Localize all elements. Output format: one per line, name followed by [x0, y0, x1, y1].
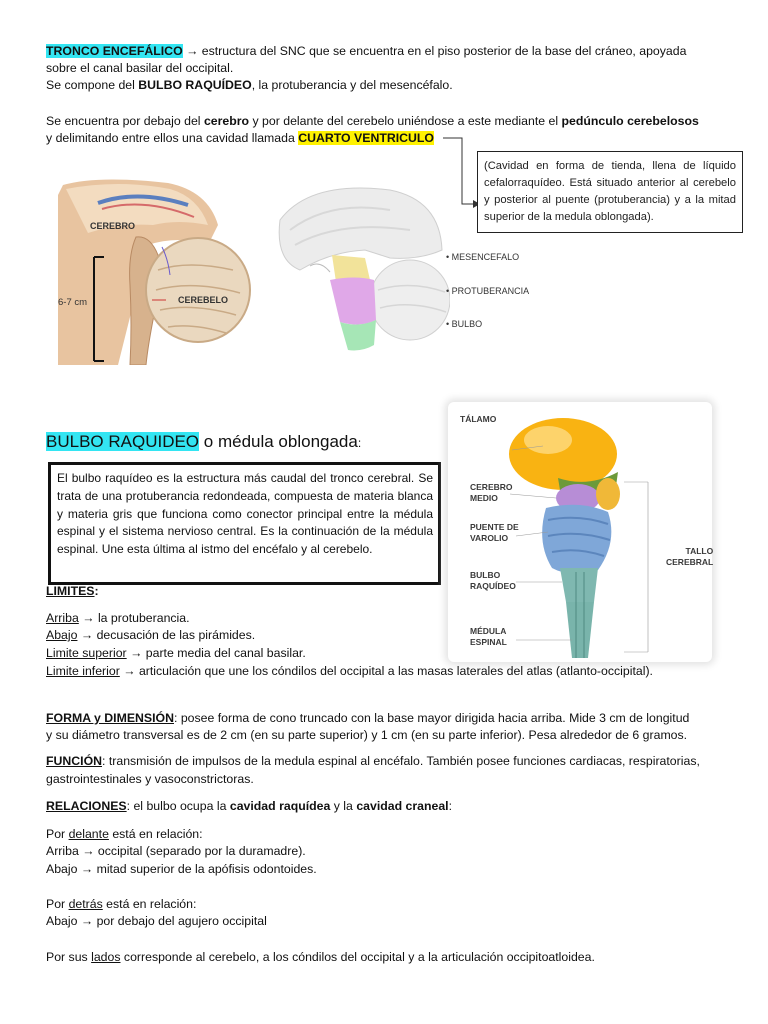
relaciones-key: RELACIONES: [46, 799, 127, 813]
limite-item-3: [46, 646, 306, 660]
intro-line-5: [46, 131, 434, 145]
relaciones-craneal: cavidad craneal: [356, 799, 449, 813]
term-tronco-encefalico: TRONCO ENCEFÁLICO: [46, 44, 183, 58]
fig3-espinal: ESPINAL: [470, 637, 507, 647]
loc2-pre: y delimitando entre ellos una cavidad llamada: [46, 131, 299, 145]
forma-line-1: [46, 711, 689, 725]
funcion-line-1: [46, 754, 700, 768]
legend-bulbo-text: BULBO: [451, 319, 483, 329]
lados-pre: Por sus: [46, 950, 92, 964]
delante-pre: Por: [46, 827, 69, 841]
limite-val-1: → la protuberancia.: [78, 611, 190, 625]
limite-key-3: Limite superior: [46, 646, 127, 660]
delante-item-1: Arriba → occipital (separado por la duramadre).: [46, 844, 306, 858]
section-title: [46, 432, 361, 452]
intro-line-4: [46, 114, 699, 128]
note-box: [477, 151, 743, 233]
colored-brainstem-illustration: [270, 180, 450, 365]
arrow: →: [186, 44, 199, 58]
relaciones-pre: : el bulbo ocupa la: [126, 799, 230, 813]
legend-protuberancia: • PROTUBERANCIA: [446, 286, 530, 296]
limite-key-4: Limite inferior: [46, 664, 120, 678]
loc1-pedunculo: pedúnculo cerebelosos: [561, 114, 699, 128]
detras-item-1: Abajo → por debajo del agujero occipital: [46, 914, 267, 928]
fig3-cerebral: CEREBRAL: [666, 557, 714, 567]
funcion-line-2: gastrointestinales y vasoconstrictoras.: [46, 772, 254, 786]
definition-box: [48, 462, 441, 585]
intro-comp-bold: BULBO RAQUÍDEO: [138, 78, 252, 92]
intro-line-1: [46, 44, 686, 58]
fig3-bulbo: BULBO: [470, 570, 501, 580]
fig3-label-cerebro-medio: [470, 482, 513, 504]
fig3-puente: PUENTE DE: [470, 522, 519, 532]
limite-key-2: Abajo: [46, 628, 78, 642]
fig3-raquideo: RAQUÍDEO: [470, 581, 516, 591]
figure-sagittal-brainstem: [58, 175, 258, 365]
fig1-label-cerebro: CEREBRO: [90, 221, 136, 231]
relaciones-line: [46, 799, 452, 813]
loc1-cerebro: cerebro: [203, 114, 250, 128]
fig3-varolio: VAROLIO: [470, 533, 509, 543]
legend-protuberancia-text: PROTUBERANCIA: [451, 286, 530, 296]
fig3-label-talamo: TÁLAMO: [460, 414, 497, 424]
title-rest: o médula oblongada: [199, 432, 358, 451]
figure-labeled-brainstem: [448, 402, 712, 662]
legend-mesencefalo-text: MESENCEFALO: [451, 252, 520, 262]
figure-colored-brainstem: [270, 180, 450, 365]
limites-colon: :: [94, 584, 99, 598]
intro-comp-pre: Se compone del: [46, 78, 139, 92]
intro-line-2: sobre el canal basilar del occipital.: [46, 61, 234, 75]
fig1-label-size: 6-7 cm: [58, 297, 88, 308]
funcion-key: FUNCIÓN: [46, 754, 103, 768]
limite-val-2: → decusación de las pirámides.: [77, 628, 256, 642]
lados-post: corresponde al cerebelo, a los cóndilos del occipital y a la articulación occipitoatloidea.: [120, 950, 595, 964]
limite-key-1: Arriba: [46, 611, 79, 625]
intro-def-1: estructura del SNC que se encuentra en el piso posterior de la base del cráneo, apoyada: [198, 44, 687, 58]
limite-item-4: [46, 664, 653, 678]
relaciones-raquidea: cavidad raquídea: [229, 799, 331, 813]
loc1-pre: Se encuentra por debajo del: [46, 114, 204, 128]
fig1-label-cerebelo: CEREBELO: [178, 295, 229, 305]
forma-line-2: y su diámetro transversal es de 2 cm (en su parte superior) y 1 cm (en su parte inferior). Pesa alrededor de 6 gramos.: [46, 728, 688, 742]
fig3-label-puente: [470, 522, 519, 544]
limites-heading: [46, 584, 99, 598]
funcion-l1: : transmisión de impulsos de la medula espinal al encéfalo. También posee funciones cardiacas, respiratorias,: [102, 754, 700, 768]
legend-bulbo: • BULBO: [446, 319, 483, 329]
limite-val-3: → parte media del canal basilar.: [126, 646, 306, 660]
relaciones-mid: y la: [330, 799, 357, 813]
legend-mesencefalo: • MESENCEFALO: [446, 252, 520, 262]
delante-heading: [46, 827, 203, 841]
detras-heading: [46, 897, 196, 911]
fig3-medio: MEDIO: [470, 493, 498, 503]
definition-box-text: El bulbo raquídeo es la estructura más caudal del tronco cerebral. Se trata de una protuberancia redondeada, compuesta de materia blanca y materia gris que funciona como conector principal entre la médula espinal y el sistema nervioso central. Es la continuación de la médula espinal. Une esta última al istmo del encéfalo y al cerebelo.: [57, 471, 433, 557]
title-colon: :: [357, 436, 362, 450]
title-bulbo-raquideo: BULBO RAQUIDEO: [46, 432, 200, 451]
fig3-label-tallo: [666, 546, 713, 568]
note-box-text: (Cavidad en forma de tienda, llena de líquido cefalorraquídeo. Está situado anterior al cerebelo y posterior al puente (protuberancia) y a la mitad superior de la medula oblongada).: [484, 160, 736, 223]
size-bracket: [90, 255, 106, 365]
forma-key: FORMA y DIMENSIÓN: [46, 711, 174, 725]
detras-u: detrás: [68, 897, 103, 911]
delante-post: está en relación:: [108, 827, 203, 841]
delante-u: delante: [68, 827, 109, 841]
fig3-cerebro: CEREBRO: [470, 482, 513, 492]
delante-item-2: Abajo → mitad superior de la apófisis odontoides.: [46, 862, 317, 876]
detras-pre: Por: [46, 897, 69, 911]
intro-comp-post: , la protuberancia y del mesencéfalo.: [251, 78, 453, 92]
loc1-mid: y por delante del cerebelo uniéndose a este mediante el: [249, 114, 562, 128]
detras-post: está en relación:: [102, 897, 197, 911]
term-cuarto-ventriculo: CUARTO VENTRICULO: [298, 131, 434, 145]
limite-item-2: [46, 628, 255, 642]
intro-line-3: [46, 78, 453, 92]
fig3-medula: MÉDULA: [470, 626, 507, 636]
fig3-label-medula: [470, 626, 507, 648]
fig3-tallo: TALLO: [685, 546, 714, 556]
limites-title: LIMITES: [46, 584, 95, 598]
lados-u: lados: [91, 950, 121, 964]
limite-val-4: → articulación que une los cóndilos del occipital a las masas laterales del atlas (atlanto-occipital).: [119, 664, 653, 678]
sagittal-illustration: [58, 175, 258, 365]
relaciones-post: :: [448, 799, 453, 813]
limite-item-1: [46, 611, 190, 625]
lados-line: [46, 950, 595, 964]
forma-l1: : posee forma de cono truncado con la base mayor dirigida hacia arriba. Mide 3 cm de longitud: [173, 711, 690, 725]
fig3-label-bulbo: [470, 570, 516, 592]
